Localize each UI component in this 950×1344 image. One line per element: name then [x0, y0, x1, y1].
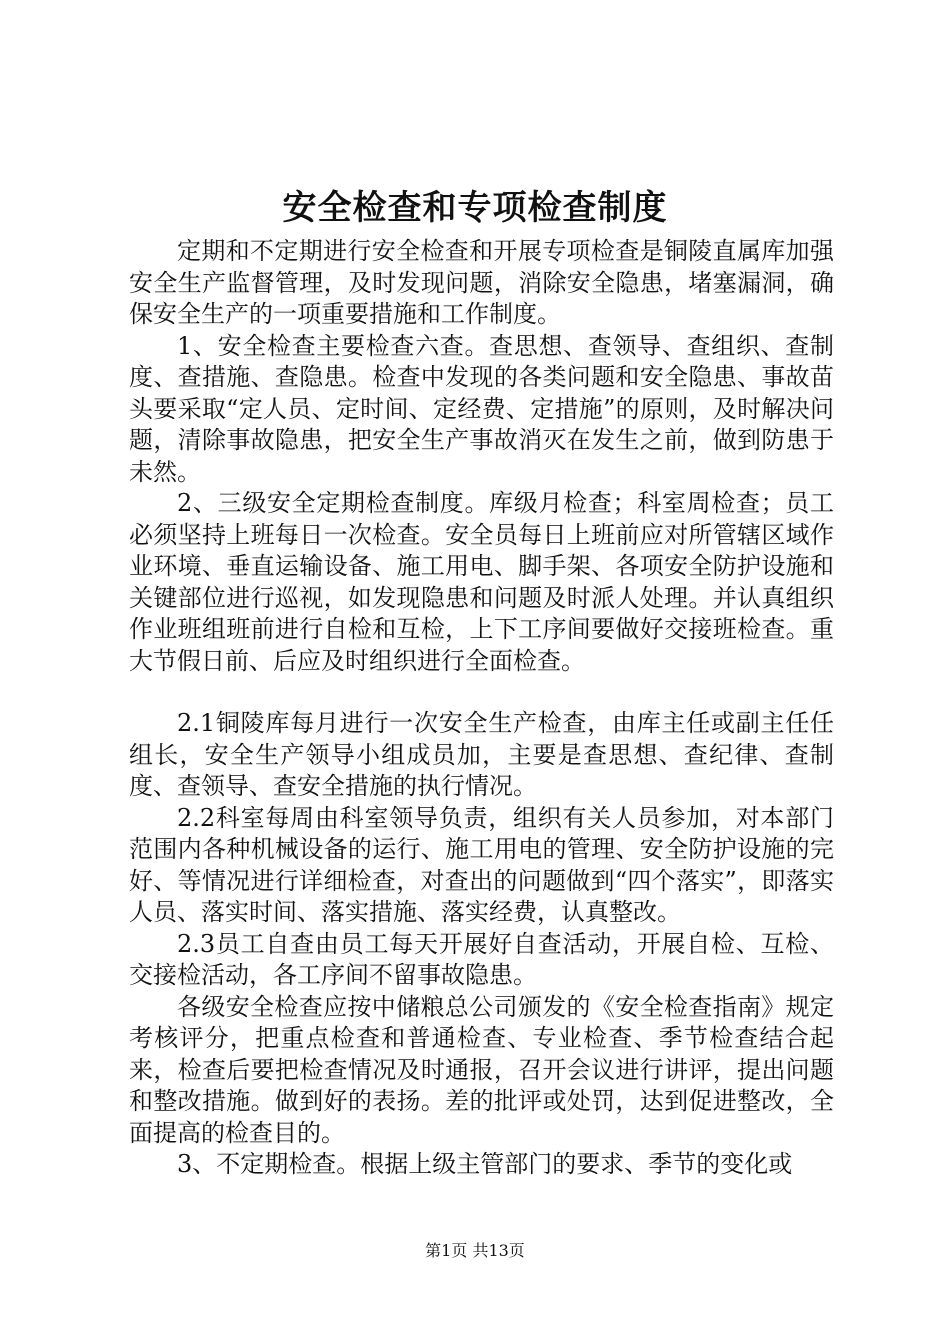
paragraph-item-2-2: 2.2科室每周由科室领导负责，组织有关人员参加，对本部门范围内各种机械设备的运行、施工用电的管理、安全防护设施的完好、等情况进行详细检查，对查出的问题做到“四个落实”，即落实人员、落实时间、落实措施、落实经费，认真整改。 [129, 803, 834, 926]
paragraph-item-2-1: 2.1铜陵库每月进行一次安全生产检查，由库主任或副主任任组长，安全生产领导小组成员加，主要是查思想、查纪律、查制度、查领导、查安全措施的执行情况。 [129, 709, 834, 800]
paragraph-intro: 定期和不定期进行安全检查和开展专项检查是铜陵直属库加强安全生产监督管理，及时发现问题，消除安全隐患，堵塞漏洞，确保安全生产的一项重要措施和工作制度。 [129, 237, 834, 328]
paragraph-item-1: 1、安全检查主要检查六查。查思想、查领导、查组织、查制度、查措施、查隐患。检查中发现的各类问题和安全隐患、事故苗头要采取“定人员、定时间、定经费、定措施”的原则，及时解决问题，清除事故隐患，把安全生产事故消灭在发生之前，做到防患于未然。 [129, 331, 834, 486]
paragraph-item-3: 3、不定期检查。根据上级主管部门的要求、季节的变化或 [177, 1150, 793, 1178]
page-number-footer: 第1页 共13页 [425, 1241, 525, 1260]
paragraph-item-2: 2、三级安全定期检查制度。库级月检查；科室周检查；员工必须坚持上班每日一次检查。安全员每日上班前应对所管辖区域作业环境、垂直运输设备、施工用电、脚手架、各项安全防护设施和关键部位进行巡视，如发现隐患和问题及时派人处理。并认真组织作业班组班前进行自检和互检，上下工序间要做好交接班检查。重大节假日前、后应及时组织进行全面检查。 [129, 489, 834, 675]
paragraph-item-2-3: 2.3员工自查由员工每天开展好自查活动，开展自检、互检、交接检活动，各工序间不留事故隐患。 [129, 929, 834, 989]
document-body [129, 236, 834, 1181]
document-title: 安全检查和专项检查制度 [282, 188, 668, 228]
paragraph-evaluation: 各级安全检查应按中储粮总公司颁发的《安全检查指南》规定考核评分，把重点检查和普通检查、专业检查、季节检查结合起来，检查后要把检查情况及时通报，召开会议进行讲评，提出问题和整改措施。做到好的表扬。差的批评或处罚，达到促进整改，全面提高的检查目的。 [129, 992, 834, 1147]
